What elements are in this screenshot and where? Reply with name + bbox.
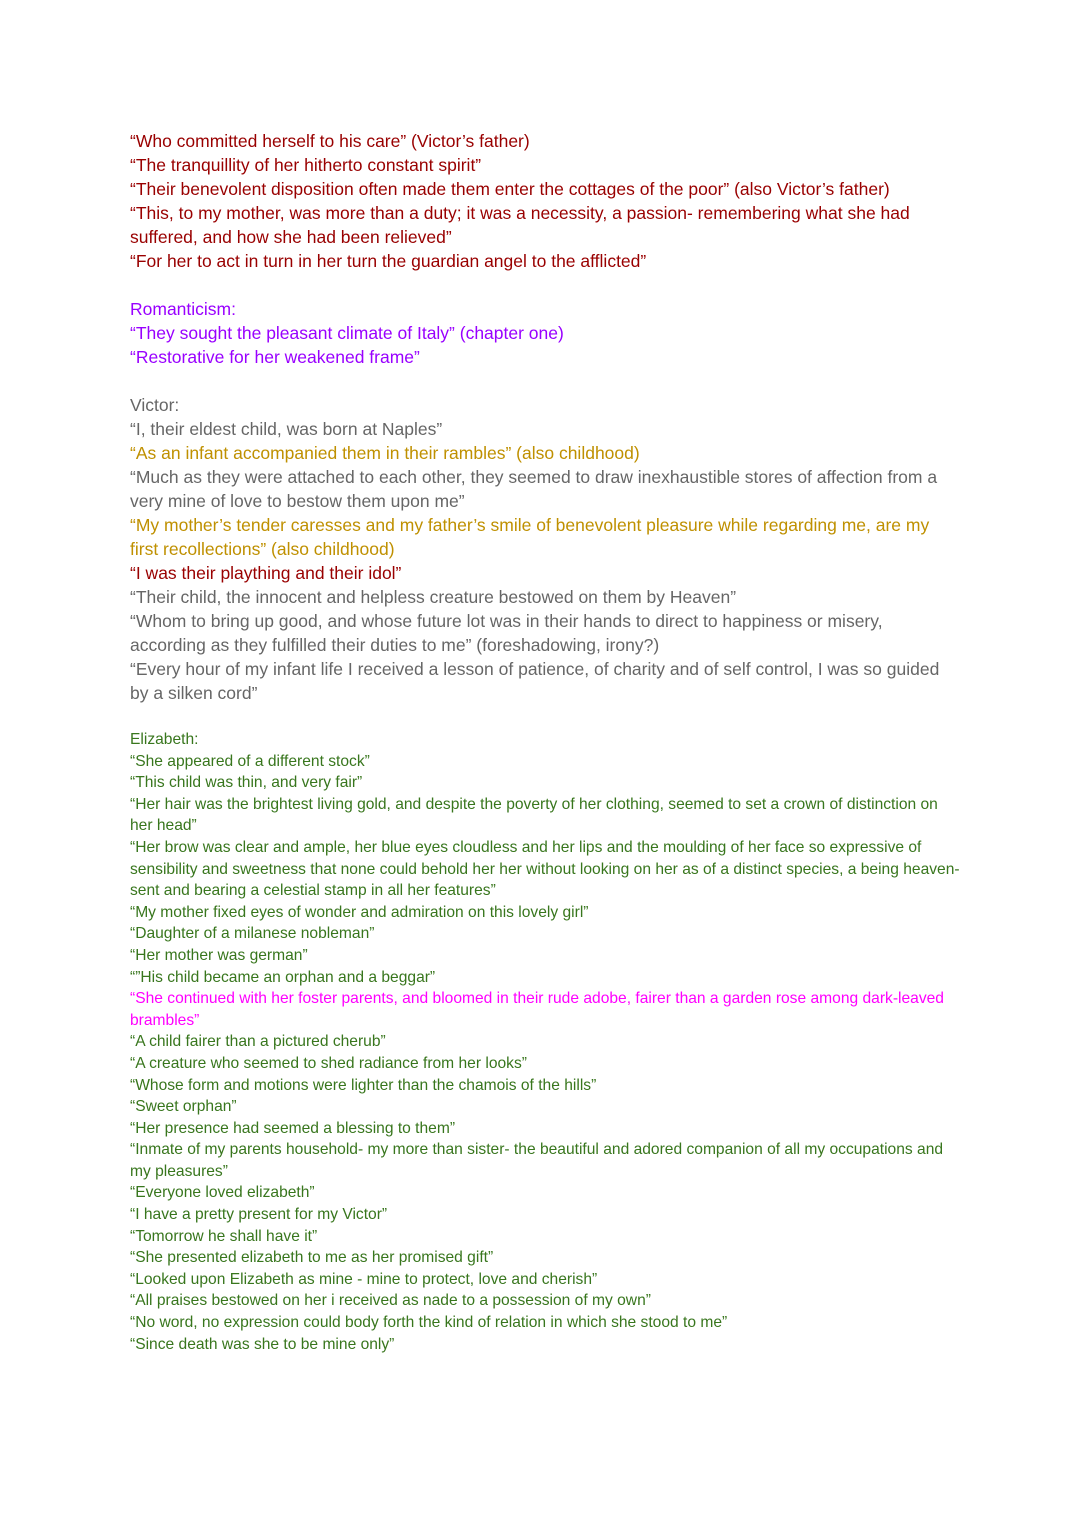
quote-line: “Her presence had seemed a blessing to them” bbox=[130, 1119, 456, 1137]
blank-line bbox=[130, 369, 960, 393]
quote-line: “This child was thin, and very fair” bbox=[130, 774, 363, 792]
quote-line-highlighted: “She continued with her foster parents, and bloomed in their rude adobe, fairer than a garden rose among dark-leaved brambles” bbox=[130, 990, 944, 1029]
quote-line: “Daughter of a milanese nobleman” bbox=[130, 925, 375, 943]
quote-line: “Since death was she to be mine only” bbox=[130, 1335, 395, 1353]
quote-line: “Every hour of my infant life I received a lesson of patience, of charity and of self control, I was so guided by a silken cord” bbox=[130, 659, 940, 703]
quote-line: “I have a pretty present for my Victor” bbox=[130, 1206, 388, 1224]
quote-line: “Looked upon Elizabeth as mine - mine to protect, love and cherish” bbox=[130, 1270, 598, 1288]
quote-line: “My mother fixed eyes of wonder and admiration on this lovely girl” bbox=[130, 903, 589, 921]
quote-line: “Sweet orphan” bbox=[130, 1098, 237, 1116]
quote-line: “She appeared of a different stock” bbox=[130, 752, 370, 770]
quote-line: “Who committed herself to his care” (Victor’s father) bbox=[130, 131, 530, 151]
section-heading-romanticism: Romanticism: bbox=[130, 299, 236, 319]
quote-line: “”His child became an orphan and a beggar” bbox=[130, 968, 436, 986]
quote-line: “I, their eldest child, was born at Naples” bbox=[130, 419, 443, 439]
mother-quotes-section bbox=[130, 129, 960, 273]
quote-line: “I was their plaything and their idol” bbox=[130, 563, 402, 583]
quote-line: “The tranquillity of her hitherto constant spirit” bbox=[130, 155, 482, 175]
quote-line: “They sought the pleasant climate of Italy” (chapter one) bbox=[130, 323, 564, 343]
quote-line: “Much as they were attached to each other, they seemed to draw inexhaustible stores of affection from a very mine of love to bestow them upon me” bbox=[130, 467, 938, 511]
quote-line: “Tomorrow he shall have it” bbox=[130, 1227, 318, 1245]
victor-section bbox=[130, 393, 960, 705]
romanticism-section bbox=[130, 297, 960, 369]
section-heading-elizabeth: Elizabeth: bbox=[130, 731, 199, 748]
section-heading-victor: Victor: bbox=[130, 395, 180, 415]
quote-line: “My mother’s tender caresses and my father’s smile of benevolent pleasure while regarding me, are my first recollections” (also childhood) bbox=[130, 515, 930, 559]
blank-line bbox=[130, 273, 960, 297]
quote-line: “Restorative for her weakened frame” bbox=[130, 347, 420, 367]
quote-line: “For her to act in turn in her turn the guardian angel to the afflicted” bbox=[130, 251, 647, 271]
quote-line: “Everyone loved elizabeth” bbox=[130, 1184, 315, 1202]
document-page bbox=[130, 129, 960, 1355]
blank-line bbox=[130, 705, 960, 729]
quote-line: “Whom to bring up good, and whose future lot was in their hands to direct to happiness or misery, according as they fulfilled their duties to me” (foreshadowing, irony?) bbox=[130, 611, 883, 655]
quote-line: “Her mother was german” bbox=[130, 946, 308, 964]
elizabeth-section bbox=[130, 729, 960, 1355]
quote-line: “As an infant accompanied them in their rambles” (also childhood) bbox=[130, 443, 640, 463]
quote-line: “Inmate of my parents household- my more than sister- the beautiful and adored companion of all my occupations and my pleasures” bbox=[130, 1141, 944, 1180]
quote-line: “She presented elizabeth to me as her promised gift” bbox=[130, 1249, 494, 1267]
quote-line: “Her brow was clear and ample, her blue eyes cloudless and her lips and the moulding of her face so expressive of sensibility and sweetness that none could behold her her without looking on her as of a distinct species, a being heaven-sent and bearing a celestial stamp in all her features” bbox=[130, 838, 960, 900]
quote-line: “Whose form and motions were lighter than the chamois of the hills” bbox=[130, 1076, 597, 1094]
quote-line: “A child fairer than a pictured cherub” bbox=[130, 1033, 386, 1051]
quote-line: “This, to my mother, was more than a duty; it was a necessity, a passion- remembering what she had suffered, and how she had been relieved” bbox=[130, 203, 910, 247]
quote-line: “Their benevolent disposition often made them enter the cottages of the poor” (also Victor’s father) bbox=[130, 179, 890, 199]
quote-line: “Her hair was the brightest living gold, and despite the poverty of her clothing, seemed to set a crown of distinction on her head” bbox=[130, 795, 938, 835]
quote-line: “A creature who seemed to shed radiance from her looks” bbox=[130, 1054, 527, 1072]
quote-line: “Their child, the innocent and helpless creature bestowed on them by Heaven” bbox=[130, 587, 737, 607]
quote-line: “All praises bestowed on her i received as nade to a possession of my own” bbox=[130, 1292, 651, 1310]
quote-line: “No word, no expression could body forth the kind of relation in which she stood to me” bbox=[130, 1314, 728, 1332]
